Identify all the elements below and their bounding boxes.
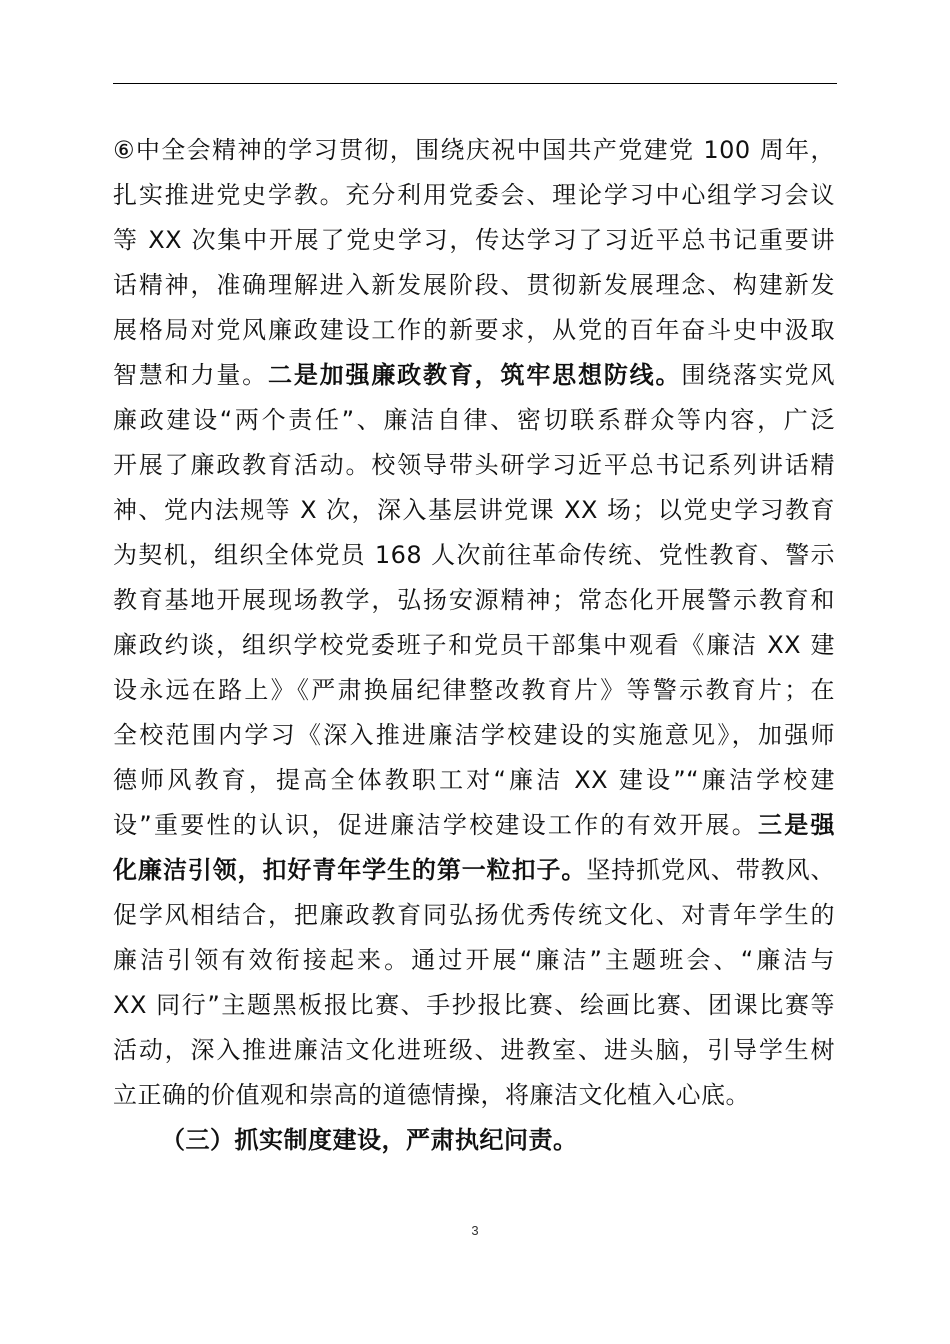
- text-line: [113, 398, 835, 443]
- text-segment: 立正确的价值观和崇高的道德情操，将廉洁文化植入心底。: [113, 1081, 750, 1109]
- text-segment: 全校范围内学习《深入推进廉洁学校建设的实施意见》，加强师: [113, 721, 835, 749]
- header-rule: [113, 83, 837, 84]
- text-line: [113, 488, 835, 533]
- text-line: [113, 623, 835, 668]
- text-segment: 设”重要性的认识，促进廉洁学校建设工作的有效开展。: [113, 811, 758, 839]
- text-segment: 促学风相结合，把廉政教育同弘扬优秀传统文化、对青年学生的: [113, 901, 835, 929]
- text-segment: 神、党内法规等 X 次，深入基层讲党课 XX 场；以党史学习教育: [113, 496, 835, 524]
- text-line: [113, 803, 835, 848]
- text-segment: 等 XX 次集中开展了党史学习，传达学习了习近平总书记重要讲: [113, 226, 835, 254]
- text-segment: 智慧和力量。: [113, 361, 268, 389]
- bold-text: 三是强: [757, 811, 836, 839]
- text-segment: 为契机，组织全体党员 168 人次前往革命传统、党性教育、警示: [113, 541, 835, 569]
- section-heading: （三）抓实制度建设，严肃执纪问责。: [161, 1126, 578, 1154]
- text-segment: 坚持抓党风、带教风、: [586, 856, 836, 884]
- text-line: [113, 938, 835, 983]
- text-segment: 设永远在路上》《严肃换届纪律整改教育片》等警示教育片；在: [113, 676, 835, 704]
- text-segment: 廉洁引领有效衔接起来。通过开展“廉洁”主题班会、“廉洁与: [113, 946, 835, 974]
- text-line: [113, 308, 835, 353]
- text-segment: 教育基地开展现场教学，弘扬安源精神；常态化开展警示教育和: [113, 586, 835, 614]
- text-segment: 廉政建设“两个责任”、廉洁自律、密切联系群众等内容，广泛: [113, 406, 835, 434]
- text-line: [113, 353, 835, 398]
- text-segment: 话精神，准确理解进入新发展阶段、贯彻新发展理念、构建新发: [113, 271, 835, 299]
- bold-text: 二是加强廉政教育，筑牢思想防线。: [268, 361, 682, 389]
- text-segment: 扎实推进党史学教。充分利用党委会、理论学习中心组学习会议: [113, 181, 835, 209]
- text-line: [113, 1028, 835, 1073]
- body-text: [113, 128, 835, 1163]
- text-line: [113, 173, 835, 218]
- text-line: [113, 533, 835, 578]
- bold-text: 化廉洁引领，扣好青年学生的第一粒扣子。: [113, 856, 587, 884]
- text-line: [113, 443, 835, 488]
- text-line: [113, 758, 835, 803]
- text-segment: XX 同行”主题黑板报比赛、手抄报比赛、绘画比赛、团课比赛等: [113, 991, 835, 1019]
- text-segment: 德师风教育，提高全体教职工对“廉洁 XX 建设”“廉洁学校建: [113, 766, 835, 794]
- text-line: [113, 128, 835, 173]
- text-line: [113, 983, 835, 1028]
- page-number: 3: [471, 1223, 479, 1238]
- text-segment: 围绕落实党风: [681, 361, 836, 389]
- text-segment: 活动，深入推进廉洁文化进班级、进教室、进头脑，引导学生树: [113, 1036, 835, 1064]
- text-line: [113, 218, 835, 263]
- text-line: [113, 263, 835, 308]
- text-segment: ⑥中全会精神的学习贯彻，围绕庆祝中国共产党建党 100 周年，: [113, 136, 835, 164]
- text-segment: 展格局对党风廉政建设工作的新要求，从党的百年奋斗史中汲取: [113, 316, 835, 344]
- text-line: [113, 893, 835, 938]
- text-line: [113, 848, 835, 893]
- text-segment: 开展了廉政教育活动。校领导带头研学习近平总书记系列讲话精: [113, 451, 835, 479]
- text-line: [113, 713, 835, 758]
- text-line: [113, 1073, 835, 1118]
- text-line: [113, 668, 835, 713]
- text-line: [113, 578, 835, 623]
- text-segment: 廉政约谈，组织学校党委班子和党员干部集中观看《廉洁 XX 建: [113, 631, 835, 659]
